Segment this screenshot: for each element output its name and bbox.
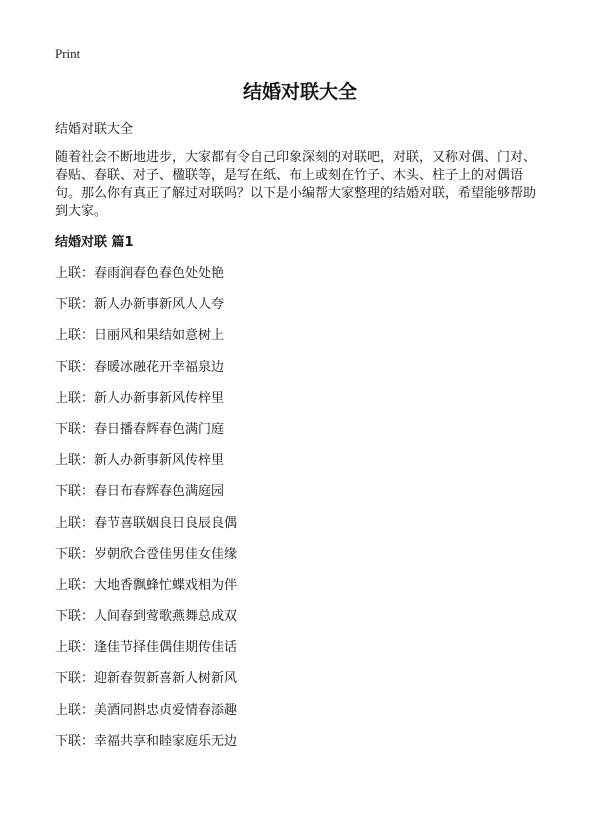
couplet-line: 下联：春日播春辉春色满门庭 bbox=[55, 421, 225, 437]
print-link[interactable]: Print bbox=[55, 46, 81, 61]
couplet-list bbox=[55, 265, 237, 764]
couplet-line: 下联：迎新春贺新喜新人树新风 bbox=[55, 671, 238, 687]
couplet-line: 下联：岁朝欣合卺佳男佳女佳缘 bbox=[55, 546, 238, 562]
document-title: 结婚对联大全 bbox=[242, 81, 357, 103]
couplet-line: 下联：春暖冰融花开幸福泉边 bbox=[55, 359, 225, 375]
couplet-line: 上联：逢佳节择佳偶佳期传佳话 bbox=[55, 640, 238, 656]
couplet-line: 上联：美酒同斟忠贞爱情春添趣 bbox=[55, 702, 238, 718]
intro-paragraph: 随着社会不断地进步，大家都有令自己印象深刻的对联吧，对联，又称对偶、门对、春贴、春联、对子、楹联等，是写在纸、布上或刻在竹子、木头、柱子上的对偶语句。那么你有真正了解过对联吗？以下是小编帮大家整理的结婚对联，希望能够帮助到大家。 bbox=[55, 150, 537, 219]
couplet-line: 下联：幸福共享和睦家庭乐无边 bbox=[55, 733, 238, 749]
document-subtitle: 结婚对联大全 bbox=[55, 122, 134, 137]
couplet-line: 下联：新人办新事新风人人夸 bbox=[55, 297, 225, 313]
couplet-line: 上联：大地香飘蜂忙蝶戏相为伴 bbox=[55, 577, 238, 593]
couplet-line: 上联：春节喜联姻良日良辰良偶 bbox=[55, 515, 238, 531]
couplet-line: 下联：人间春到莺歌燕舞总成双 bbox=[55, 609, 238, 625]
couplet-line: 下联：春日布春辉春色满庭园 bbox=[55, 484, 225, 500]
couplet-line: 上联：新人办新事新风传梓里 bbox=[55, 390, 225, 406]
couplet-line: 上联：日丽风和果结如意树上 bbox=[55, 328, 225, 344]
couplet-line: 上联：新人办新事新风传梓里 bbox=[55, 453, 225, 469]
section-heading: 结婚对联 篇1 bbox=[55, 235, 134, 250]
couplet-line: 上联：春雨润春色春色处处艳 bbox=[55, 266, 225, 281]
